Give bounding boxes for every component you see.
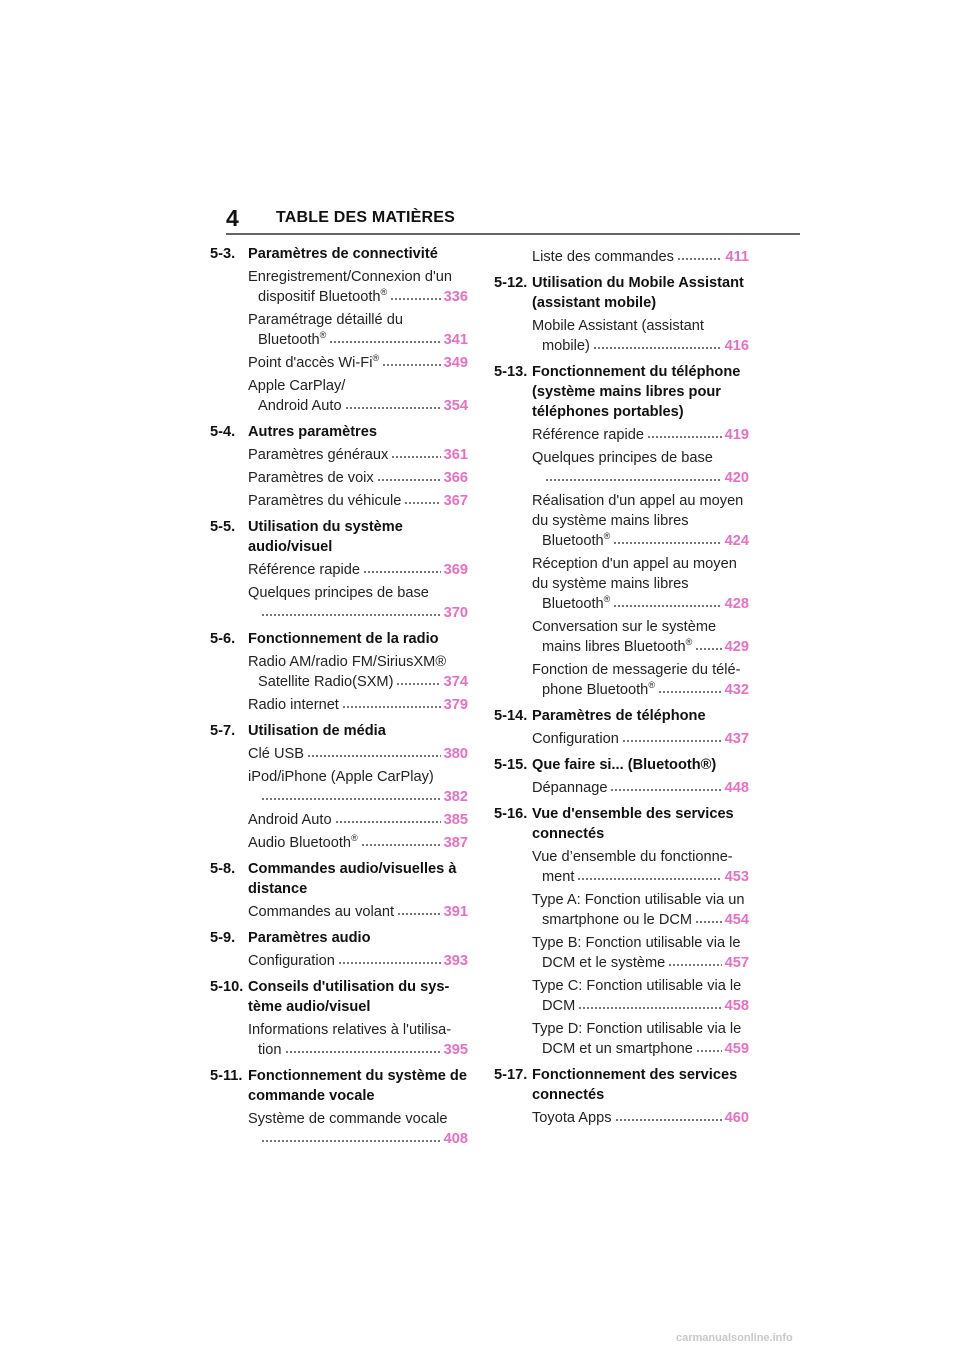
- entry-title-text: phone Bluetooth: [542, 682, 649, 698]
- entry-title-text: Configuration: [532, 731, 619, 747]
- page-link[interactable]: 380: [443, 746, 468, 762]
- entry-line: [532, 531, 749, 551]
- entry-title: Système de commande vocale: [248, 1111, 448, 1127]
- header-title: TABLE DES MATIÈRES: [276, 209, 456, 226]
- section-title: Utilisation du Mobile Assistant (assistant mobile): [532, 275, 744, 311]
- toc-entry[interactable]: [210, 376, 468, 416]
- entry-line: [248, 810, 468, 830]
- toc-entry[interactable]: [210, 560, 468, 580]
- entry-title-end: [248, 353, 379, 373]
- dot-leader: [696, 1049, 722, 1053]
- registered-mark: ®: [351, 833, 358, 843]
- entry-line: [248, 833, 468, 853]
- toc-entry[interactable]: [494, 847, 749, 887]
- entry-title-text: tion: [258, 1042, 282, 1058]
- entry-title-text: Toyota Apps: [532, 1110, 612, 1126]
- entry-title-end: [258, 396, 342, 416]
- entry-title: Informations relatives à l'utilisa-: [248, 1022, 452, 1038]
- section-number: 5-13.: [494, 364, 528, 380]
- toc-entry[interactable]: [494, 778, 749, 798]
- entry-line: [248, 695, 468, 715]
- toc-entry[interactable]: [494, 890, 749, 930]
- section-number: 5-15.: [494, 757, 528, 773]
- registered-mark: ®: [685, 637, 693, 647]
- dot-leader: [261, 613, 441, 617]
- dot-leader: [577, 877, 721, 881]
- entry-title: Type C: Fonction utilisable via le: [532, 978, 742, 994]
- entry-title-end: [542, 637, 692, 657]
- entry-title-end: [248, 468, 374, 488]
- entry-line: [532, 867, 749, 887]
- entry-title: Apple CarPlay/: [248, 378, 346, 394]
- toc-left-column: [210, 244, 468, 1149]
- entry-title: Quelques principes de base: [532, 450, 713, 466]
- section-title: Que faire si... (Bluetooth®): [532, 757, 717, 773]
- entry-title-text: Configuration: [248, 953, 335, 969]
- dot-leader: [335, 820, 441, 824]
- entry-title-text: Bluetooth: [542, 596, 604, 612]
- page-link[interactable]: 424: [724, 533, 749, 549]
- page-link[interactable]: 361: [443, 447, 468, 463]
- section-heading: [210, 859, 468, 899]
- entry-line: [248, 468, 468, 488]
- entry-title: Type B: Fonction utilisable via le: [532, 935, 741, 951]
- entry-title-end: [532, 247, 674, 267]
- entry-line: [532, 247, 749, 267]
- page-link[interactable]: 453: [724, 869, 749, 885]
- entry-title: Mobile Assistant (assistant: [532, 318, 704, 334]
- page-header: [0, 0, 960, 240]
- entry-title-text: Android Auto: [258, 398, 342, 414]
- toc-entry[interactable]: [210, 1109, 468, 1149]
- page-link[interactable]: 374: [443, 674, 468, 690]
- dot-leader: [307, 754, 441, 758]
- watermark: carmanualsonline.info: [676, 1332, 793, 1344]
- page-link[interactable]: 408: [443, 1131, 468, 1147]
- section-number: 5-9.: [210, 930, 236, 946]
- entry-title: Enregistrement/Connexion d'un: [248, 269, 452, 285]
- page-link[interactable]: 419: [724, 427, 749, 443]
- page-link[interactable]: 382: [443, 789, 468, 805]
- entry-title: Type A: Fonction utilisable via un: [532, 892, 745, 908]
- section-heading: [494, 273, 749, 313]
- entry-line: [248, 1040, 468, 1060]
- toc-entry[interactable]: [210, 310, 468, 350]
- toc-entry[interactable]: [494, 554, 749, 614]
- section-number: 5-3.: [210, 246, 236, 262]
- registered-mark: ®: [603, 594, 611, 604]
- page-link[interactable]: 420: [724, 470, 749, 486]
- entry-title-text: ment: [542, 869, 575, 885]
- dot-leader: [613, 541, 721, 545]
- entry-title-text: smartphone ou le DCM: [542, 912, 693, 928]
- section-title: Utilisation du système audio/visuel: [248, 519, 403, 555]
- dot-leader: [382, 363, 441, 367]
- registered-mark: ®: [372, 353, 380, 363]
- toc-entry[interactable]: [494, 729, 749, 749]
- page-link[interactable]: 379: [443, 697, 468, 713]
- entry-title: Conversation sur le système: [532, 619, 717, 635]
- entry-line: [248, 491, 468, 511]
- entry-title-text: Dépannage: [532, 780, 608, 796]
- entry-title-end: [532, 778, 607, 798]
- entry-line: [532, 680, 749, 700]
- entry-title: Quelques principes de base: [248, 585, 429, 601]
- section-title: Paramètres audio: [248, 930, 371, 946]
- section-number: 5-17.: [494, 1067, 528, 1083]
- section-title: Paramètres de téléphone: [532, 708, 706, 724]
- entry-title-text: Paramètres du véhicule: [248, 493, 402, 509]
- entry-title-end: [532, 729, 619, 749]
- toc-entry[interactable]: [210, 1020, 468, 1060]
- toc-right-column: [494, 244, 749, 1128]
- entry-title: Paramétrage détaillé du: [248, 312, 403, 328]
- page-link[interactable]: 458: [724, 998, 749, 1014]
- entry-title: Type D: Fonction utilisable via le: [532, 1021, 742, 1037]
- entry-title-end: [542, 680, 655, 700]
- entry-line: [248, 445, 468, 465]
- dot-leader: [613, 604, 721, 608]
- entry-title-text: Satellite Radio(SXM): [258, 674, 394, 690]
- entry-title-end: [532, 1108, 612, 1128]
- dot-leader: [658, 690, 722, 694]
- dot-leader: [396, 682, 440, 686]
- page-link[interactable]: 385: [443, 812, 468, 828]
- toc-entry[interactable]: [494, 1108, 749, 1128]
- section-number: 5-6.: [210, 631, 236, 647]
- entry-title-end: [248, 560, 360, 580]
- toc-entry[interactable]: [210, 767, 468, 807]
- entry-line: [248, 330, 468, 350]
- dot-leader: [345, 406, 441, 410]
- dot-leader: [647, 435, 722, 439]
- entry-title: Fonction de messagerie du télé-: [532, 662, 741, 678]
- page-link[interactable]: 460: [724, 1110, 749, 1126]
- entry-line: [248, 1129, 468, 1149]
- entry-title-end: [248, 902, 394, 922]
- entry-title-end: [542, 910, 692, 930]
- section-heading: [210, 422, 468, 442]
- dot-leader: [404, 501, 440, 505]
- entry-title-end: [542, 953, 665, 973]
- entry-line: [532, 1039, 749, 1059]
- entry-title-text: Clé USB: [248, 746, 304, 762]
- dot-leader: [695, 920, 722, 924]
- entry-title-end: [532, 425, 644, 445]
- toc-entry[interactable]: [210, 951, 468, 971]
- entry-title-text: Liste des commandes: [532, 249, 674, 265]
- entry-title-end: [542, 996, 575, 1016]
- toc-entry[interactable]: [494, 976, 749, 1016]
- entry-title-end: [542, 336, 590, 356]
- section-title: Fonctionnement du téléphone (système mains libres pour téléphones portables): [532, 364, 741, 420]
- page-link[interactable]: 454: [724, 912, 749, 928]
- page-link[interactable]: 457: [724, 955, 749, 971]
- entry-title-text: Audio Bluetooth: [248, 835, 352, 851]
- entry-title-end: [258, 287, 387, 307]
- page-link[interactable]: 341: [443, 332, 468, 348]
- entry-title-end: [248, 445, 388, 465]
- toc-entry[interactable]: [494, 933, 749, 973]
- dot-leader: [342, 705, 441, 709]
- section-heading: [210, 928, 468, 948]
- page-link[interactable]: 336: [443, 289, 468, 305]
- dot-leader: [377, 478, 441, 482]
- entry-title-text: Référence rapide: [248, 562, 360, 578]
- entry-title-text: Paramètres généraux: [248, 447, 389, 463]
- page-link[interactable]: 367: [443, 493, 468, 509]
- entry-line: [532, 468, 749, 488]
- section-number: 5-4.: [210, 424, 236, 440]
- section-number: 5-14.: [494, 708, 528, 724]
- page-link[interactable]: 366: [443, 470, 468, 486]
- page-link[interactable]: 428: [724, 596, 749, 612]
- page-link[interactable]: 448: [724, 780, 749, 796]
- toc-entry[interactable]: [210, 833, 468, 853]
- toc-entry[interactable]: [210, 445, 468, 465]
- dot-leader: [285, 1050, 441, 1054]
- entry-title-end: [248, 833, 358, 853]
- entry-line: [248, 744, 468, 764]
- entry-title-end: [248, 810, 332, 830]
- section-number: 5-11.: [210, 1068, 243, 1084]
- entry-line: [248, 672, 468, 692]
- section-title: Autres paramètres: [248, 424, 377, 440]
- dot-leader: [622, 739, 722, 743]
- entry-title-end: [258, 330, 326, 350]
- entry-line: [248, 902, 468, 922]
- page-link[interactable]: 411: [725, 249, 749, 265]
- dot-leader: [390, 297, 440, 301]
- dot-leader: [695, 647, 721, 651]
- entry-line: [532, 637, 749, 657]
- page-link[interactable]: 459: [724, 1041, 749, 1057]
- page-link[interactable]: 391: [443, 904, 468, 920]
- toc-entry[interactable]: [210, 695, 468, 715]
- entry-line: [248, 560, 468, 580]
- entry-title-end: [542, 867, 574, 887]
- toc-entry[interactable]: [494, 1019, 749, 1059]
- page-link[interactable]: 354: [443, 398, 468, 414]
- entry-line: [532, 996, 749, 1016]
- entry-title-text: Bluetooth: [258, 332, 320, 348]
- entry-line: [248, 353, 468, 373]
- toc-entry[interactable]: [494, 491, 749, 551]
- dot-leader: [397, 912, 441, 916]
- entry-line: [248, 396, 468, 416]
- entry-line: [532, 778, 749, 798]
- entry-title-text: mains libres Bluetooth: [542, 639, 686, 655]
- entry-title-text: Point d'accès Wi-Fi: [248, 355, 373, 371]
- section-heading: [210, 244, 468, 264]
- entry-title-end: [542, 531, 610, 551]
- entry-line: [248, 951, 468, 971]
- dot-leader: [545, 478, 722, 482]
- entry-title-end: [248, 951, 335, 971]
- section-heading: [210, 977, 468, 1017]
- registered-mark: ®: [319, 330, 327, 340]
- toc-entry[interactable]: [494, 660, 749, 700]
- toc-entry[interactable]: [210, 491, 468, 511]
- section-heading: [210, 1066, 468, 1106]
- dot-leader: [677, 257, 722, 261]
- section-title: Utilisation de média: [248, 723, 386, 739]
- toc-entry[interactable]: [494, 425, 749, 445]
- dot-leader: [363, 570, 441, 574]
- dot-leader: [329, 340, 440, 344]
- dot-leader: [610, 788, 721, 792]
- section-title: Fonctionnement du système de commande vocale: [248, 1068, 467, 1104]
- toc-entry[interactable]: [210, 468, 468, 488]
- entry-title-text: dispositif Bluetooth: [258, 289, 381, 305]
- section-title: Fonctionnement des services connectés: [532, 1067, 738, 1103]
- section-number: 5-12.: [494, 275, 528, 291]
- entry-title-end: [258, 672, 393, 692]
- entry-title-end: [542, 1039, 693, 1059]
- entry-title-text: DCM: [542, 998, 576, 1014]
- entry-title: Réalisation d'un appel au moyen du système mains libres: [532, 493, 744, 529]
- toc-entry[interactable]: [210, 902, 468, 922]
- entry-line: [532, 594, 749, 614]
- page-link[interactable]: 349: [443, 355, 468, 371]
- entry-title: Réception d'un appel au moyen du système mains libres: [532, 556, 737, 592]
- section-title: Commandes audio/visuelles à distance: [248, 861, 457, 897]
- section-number: 5-16.: [494, 806, 528, 822]
- entry-title-end: [248, 491, 401, 511]
- toc-entry[interactable]: [494, 448, 749, 488]
- section-heading: [210, 721, 468, 741]
- page-link[interactable]: 370: [443, 605, 468, 621]
- toc-entry[interactable]: [494, 316, 749, 356]
- entry-title-text: Référence rapide: [532, 427, 644, 443]
- toc-entry[interactable]: [210, 353, 468, 373]
- entry-title-text: Android Auto: [248, 812, 332, 828]
- entry-line: [248, 787, 468, 807]
- toc-entry[interactable]: [210, 744, 468, 764]
- entry-title-end: [258, 1040, 282, 1060]
- entry-line: [532, 910, 749, 930]
- entry-line: [532, 336, 749, 356]
- dot-leader: [593, 346, 722, 350]
- page-number: 4: [226, 205, 239, 231]
- section-title: Fonctionnement de la radio: [248, 631, 439, 647]
- page-link[interactable]: 416: [724, 338, 749, 354]
- dot-leader: [668, 963, 721, 967]
- section-number: 5-7.: [210, 723, 236, 739]
- page-link[interactable]: 429: [724, 639, 749, 655]
- toc-entry[interactable]: [210, 652, 468, 692]
- section-heading: [494, 1065, 749, 1105]
- section-title: Conseils d'utilisation du sys-tème audio/visuel: [248, 979, 450, 1015]
- dot-leader: [261, 1139, 441, 1143]
- entry-line: [532, 425, 749, 445]
- section-title: Paramètres de connectivité: [248, 246, 438, 262]
- entry-title-text: Bluetooth: [542, 533, 604, 549]
- dot-leader: [338, 961, 441, 965]
- entry-line: [532, 1108, 749, 1128]
- registered-mark: ®: [380, 287, 388, 297]
- toc-entry[interactable]: [210, 267, 468, 307]
- section-number: 5-8.: [210, 861, 236, 877]
- section-number: 5-10.: [210, 979, 244, 995]
- dot-leader: [578, 1006, 721, 1010]
- entry-title-text: Radio internet: [248, 697, 339, 713]
- entry-line: [532, 729, 749, 749]
- entry-title-text: Paramètres de voix: [248, 470, 374, 486]
- entry-line: [532, 953, 749, 973]
- dot-leader: [615, 1118, 722, 1122]
- section-heading: [494, 755, 749, 775]
- entry-title: Radio AM/radio FM/SiriusXM®: [248, 654, 447, 670]
- section-heading: [210, 629, 468, 649]
- section-heading: [210, 517, 468, 557]
- toc-entry[interactable]: [494, 247, 749, 267]
- dot-leader: [361, 843, 441, 847]
- section-heading: [494, 362, 749, 422]
- entry-title-end: [248, 744, 304, 764]
- toc-entry[interactable]: [494, 617, 749, 657]
- page-link[interactable]: 393: [443, 953, 468, 969]
- dot-leader: [391, 455, 440, 459]
- entry-title-end: [248, 695, 339, 715]
- entry-line: [248, 603, 468, 623]
- entry-title: Vue d’ensemble du fonctionne-: [532, 849, 733, 865]
- page-link[interactable]: 387: [443, 835, 468, 851]
- entry-line: [248, 287, 468, 307]
- page-link[interactable]: 437: [724, 731, 749, 747]
- toc-entry[interactable]: [210, 583, 468, 623]
- entry-title-text: mobile): [542, 338, 590, 354]
- registered-mark: ®: [603, 531, 611, 541]
- page-link[interactable]: 395: [443, 1042, 468, 1058]
- section-number: 5-5.: [210, 519, 236, 535]
- dot-leader: [261, 797, 441, 801]
- section-heading: [494, 706, 749, 726]
- section-heading: [494, 804, 749, 844]
- page-link[interactable]: 369: [443, 562, 468, 578]
- entry-title-end: [542, 594, 610, 614]
- registered-mark: ®: [648, 680, 655, 690]
- section-title: Vue d'ensemble des services connectés: [532, 806, 734, 842]
- entry-title: iPod/iPhone (Apple CarPlay): [248, 769, 434, 785]
- page-link[interactable]: 432: [724, 682, 749, 698]
- header-rule: [226, 233, 800, 235]
- toc-entry[interactable]: [210, 810, 468, 830]
- entry-title-text: DCM et un smartphone: [542, 1041, 693, 1057]
- entry-title-text: Commandes au volant: [248, 904, 395, 920]
- entry-title-text: DCM et le système: [542, 955, 666, 971]
